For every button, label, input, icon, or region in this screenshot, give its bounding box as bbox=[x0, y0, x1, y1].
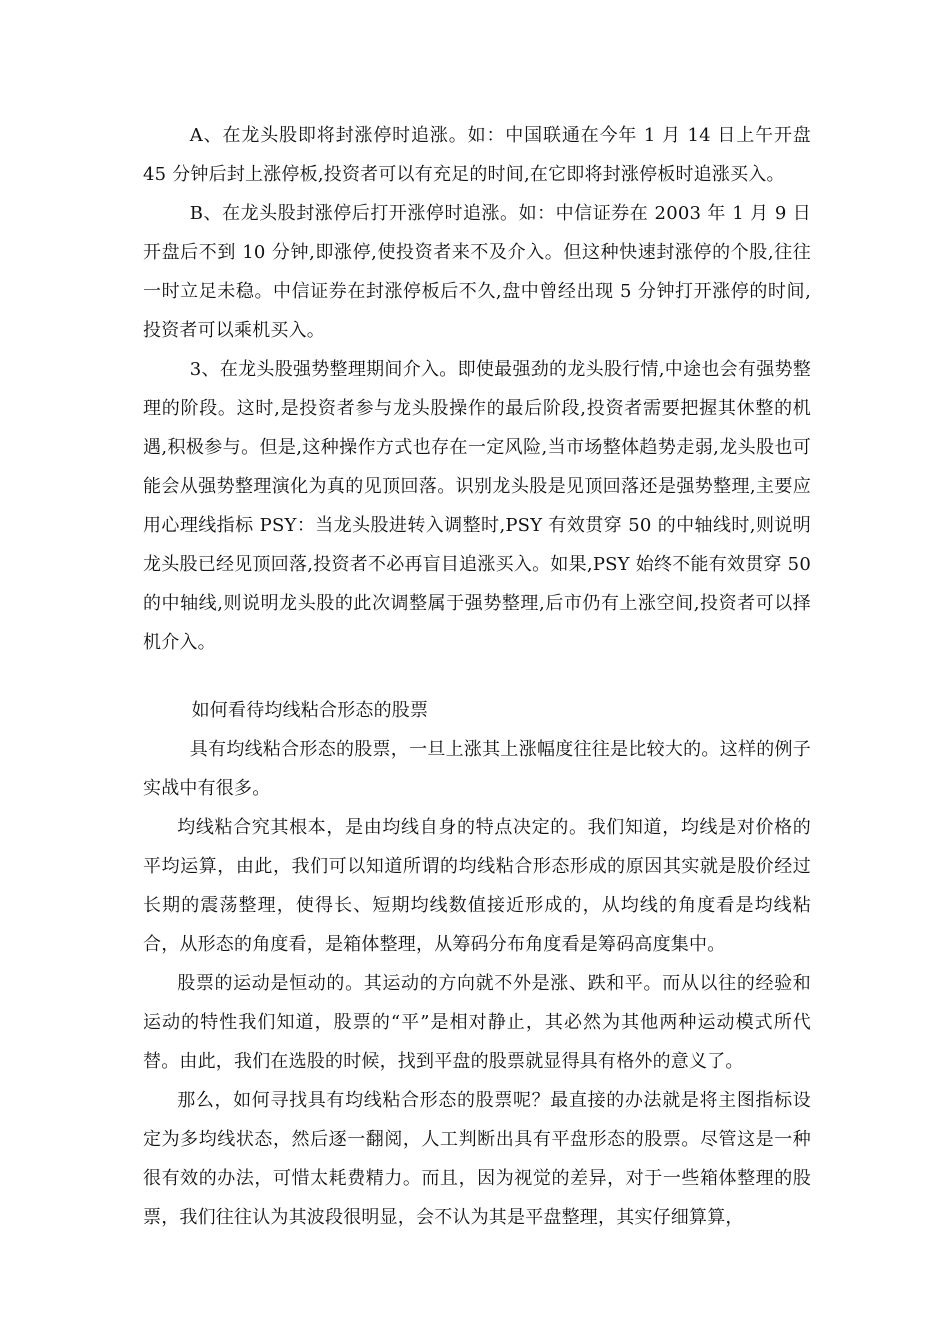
section-dragon-stock-tactics bbox=[143, 116, 811, 662]
paragraph-tactic-a: A、在龙头股即将封涨停时追涨。如：中国联通在今年 1 月 14 日上午开盘 45 分钟后封上涨停板,投资者可以有充足的时间,在它即将封涨停板时追涨买入。 bbox=[143, 125, 811, 185]
paragraph-intro: 具有均线粘合形态的股票，一旦上涨其上涨幅度往往是比较大的。这样的例子实战中有很多。 bbox=[143, 739, 811, 799]
paragraph-ma-nature: 均线粘合究其根本，是由均线自身的特点决定的。我们知道，均线是对价格的平均运算，由此，我们可以知道所谓的均线粘合形态形成的原因其实就是股价经过长期的震荡整理，使得长、短期均线数值接近形成的，从均线的角度看是均线粘合，从形态的角度看，是箱体整理，从筹码分布角度看是筹码高度集中。 bbox=[143, 817, 811, 955]
section-ma-convergence bbox=[143, 691, 811, 1237]
paragraph-how-to-find: 那么，如何寻找具有均线粘合形态的股票呢？最直接的办法就是将主图指标设定为多均线状态，然后逐一翻阅，人工判断出具有平盘形态的股票。尽管这是一种很有效的办法，可惜太耗费精力。而且，因为视觉的差异，对于一些箱体整理的股票，我们往往认为其波段很明显，会不认为其是平盘整理，其实仔细算算， bbox=[143, 1090, 811, 1228]
section-title: 如何看待均线粘合形态的股票 bbox=[191, 700, 429, 721]
paragraph-tactic-b: B、在龙头股封涨停后打开涨停时追涨。如：中信证券在 2003 年 1 月 9 日开盘后不到 10 分钟,即涨停,使投资者来不及介入。但这种快速封涨停的个股,往往一时立足未稳。中信证券在封涨停板后不久,盘中曾经出现 5 分钟打开涨停的时间,投资者可以乘机买入。 bbox=[143, 203, 811, 341]
paragraph-stock-motion: 股票的运动是恒动的。其运动的方向就不外是涨、跌和平。而从以往的经验和运动的特性我们知道，股票的“平”是相对静止，其必然为其他两种运动模式所代替。由此，我们在选股的时候，找到平盘的股票就显得具有格外的意义了。 bbox=[143, 973, 811, 1072]
paragraph-tactic-3: 3、在龙头股强势整理期间介入。即使最强劲的龙头股行情,中途也会有强势整理的阶段。这时,是投资者参与龙头股操作的最后阶段,投资者需要把握其休整的机遇,积极参与。但是,这种操作方式也存在一定风险,当市场整体趋势走弱,龙头股也可能会从强势整理演化为真的见顶回落。识别龙头股是见顶回落还是强势整理,主要应用心理线指标 PSY：当龙头股进转入调整时,PSY 有效贯穿 50 的中轴线时,则说明龙头股已经见顶回落,投资者不必再盲目追涨买入。如果,PSY 始终不能有效贯穿 50 的中轴线,则说明龙头股的此次调整属于强势整理,后市仍有上涨空间,投资者可以择机介入。 bbox=[143, 359, 811, 653]
